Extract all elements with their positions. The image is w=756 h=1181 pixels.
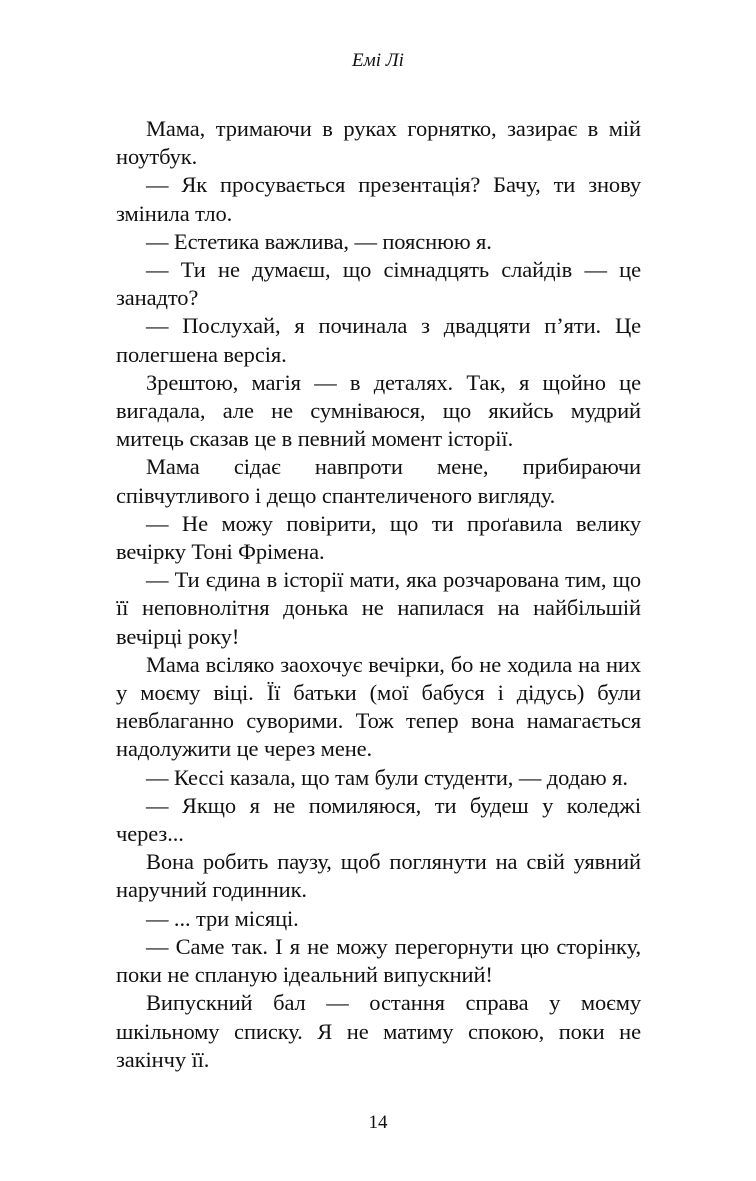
paragraph: — Послухай, я починала з двадцяти п’яти. Це полегшена версія. [116, 313, 641, 367]
page-number-text: 14 [368, 1112, 388, 1133]
page-number [0, 1112, 756, 1134]
paragraph: Мама сідає навпроти мене, прибираючи співчутливого і дещо спантеличеного вигляду. [116, 454, 641, 508]
paragraph: — ... три місяці. [146, 905, 299, 931]
paragraph: Вона робить паузу, щоб поглянути на свій уявний наручний годинник. [116, 849, 641, 903]
paragraph: — Саме так. І я не можу перегорнути цю сторінку, поки не сплaную ідеальний випускний! [116, 933, 641, 988]
paragraph: — Якщо я не помиляюся, ти будеш у коледжі через... [116, 792, 641, 847]
running-header [0, 50, 756, 72]
paragraph: — Як просувається презентація? Бачу, ти знову змінила тло. [116, 172, 641, 226]
paragraph: — Не можу повірити, що ти проґавила велику вечірку Тоні Фрімена. [116, 510, 641, 565]
paragraph: Мама всіляко заохочує вечірки, бо не ходила на них у моєму віці. Її батьки (мої бабуся і дідусь) були невблаганно суворими. Тож тепер вона намагається надолужити це через мене. [116, 651, 641, 762]
author-name: Емі Лі [352, 50, 404, 71]
paragraph: — Кессі казала, що там були студенти, — додаю я. [146, 764, 628, 790]
paragraph: — Ти не думаєш, що сімнадцять слайдів — це занадто? [116, 257, 641, 311]
page-body [116, 115, 641, 1074]
paragraph: Випускний бал — остання справа у моєму шкільному списку. Я не матиму спокою, поки не закінчу її. [116, 990, 641, 1072]
paragraph: — Естетика важлива, — пояснюю я. [146, 228, 492, 254]
paragraph: — Ти єдина в історії мати, яка розчарована тим, що її неповнолітня донька не напилася на найбільшій вечірці року! [116, 567, 641, 649]
paragraph: Мама, тримаючи в руках горнятко, зазирає в мій ноутбук. [116, 116, 641, 170]
paragraph: Зрештою, магія — в деталях. Так, я щойно це вигадала, але не сумніваюся, що якийсь мудрий митець сказав це в певний момент історії. [116, 369, 641, 452]
